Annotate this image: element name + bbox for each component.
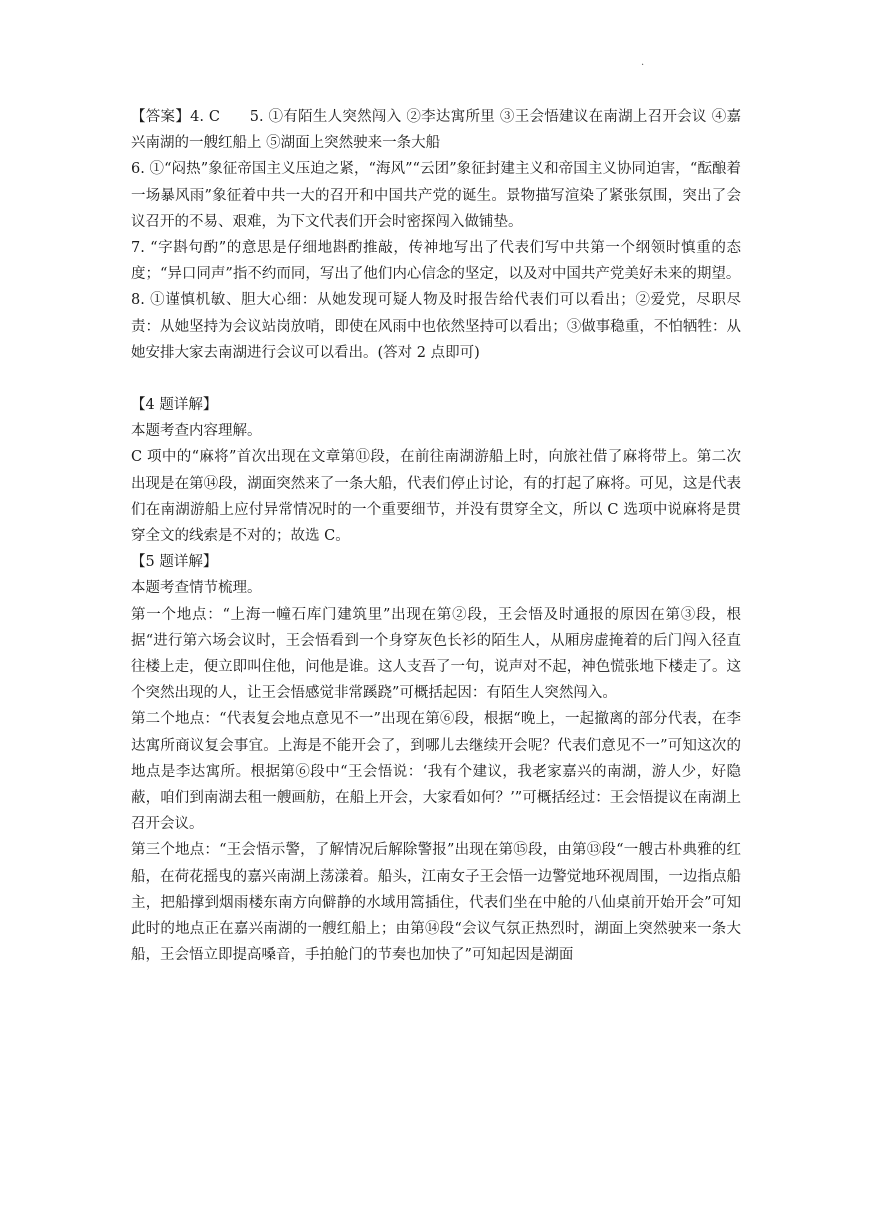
detail-4-intro: 本题考查内容理解。 [131, 423, 262, 440]
detail-4-body: C 项中的“麻将”首次出现在文章第⑪段，在前往南湖游船上时，向旅社借了麻将带上。第二次出现是在第⑭段，湖面突然来了一条大船，代表们停止讨论，有的打起了麻将。可见，这是代表们在南湖游船上应付异常情况时的一个重要细节，并没有贯穿全文，所以 C 选项中说麻将是贯穿全文的线索是不对的；故选 C。 [131, 449, 741, 545]
detail-5-place-1: 第一个地点：“上海一幢石库门建筑里”出现在第②段，王会悟及时通报的原因在第③段，根据“进行第六场会议时，王会悟看到一个身穿灰色长衫的陌生人，从厢房虚掩着的后门闯入径直往楼上走，便立即叫住他，问他是谁。这人支吾了一句，说声对不起，神色慌张地下楼走了。这个突然出现的人，让王会悟感觉非常蹊跷”可概括起因：有陌生人突然闯入。 [131, 606, 741, 702]
answer-line-4-5: 【答案】4. C 5. ①有陌生人突然闯入 ②李达寓所里 ③王会悟建议在南湖上召开会议 ④嘉兴南湖的一艘红船上 ⑤湖面上突然驶来一条大船 [131, 109, 741, 152]
document-body [131, 104, 741, 969]
answer-section [131, 104, 741, 366]
detail-5-place-2: 第二个地点：“代表复会地点意见不一”出现在第⑥段，根据“晚上，一起撤离的部分代表，在李达寓所商议复会事宜。上海是不能开会了，到哪儿去继续开会呢？代表们意见不一”可知这次的地点是李达寓所。根据第⑥段中“王会悟说：‘我有个建议，我老家嘉兴的南湖，游人少，好隐蔽，咱们到南湖去租一艘画舫，在船上开会，大家看如何？’”可概括经过：王会悟提议在南湖上召开会议。 [131, 711, 741, 833]
detail-4-heading: 【4 题详解】 [131, 397, 218, 414]
answer-question-8: 8. ①谨慎机敏、胆大心细：从她发现可疑人物及时报告给代表们可以看出；②爱党，尽职尽责：从她坚持为会议站岗放哨，即使在风雨中也依然坚持可以看出；③做事稳重，不怕牺牲：从她安排大家去南湖进行会议可以看出。(答对 2 点即可) [131, 292, 741, 361]
detail-5-intro: 本题考查情节梳理。 [131, 580, 262, 597]
detail-5-place-3: 第三个地点：“王会悟示警，了解情况后解除警报”出现在第⑮段，由第⑬段“一艘古朴典雅的红船，在荷花摇曳的嘉兴南湖上荡漾着。船头，江南女子王会悟一边警觉地环视周围，一边指点船主，把船撑到烟雨楼东南方向僻静的水域用篙插住，代表们坐在中舱的八仙桌前开始开会”可知此时的地点正在嘉兴南湖的一艘红船上；由第⑭段“会议气氛正热烈时，湖面上突然驶来一条大船，王会悟立即提高嗓音，手拍舱门的节奏也加快了”可知起因是湖面 [131, 842, 741, 964]
answer-question-7: 7. “字斟句酌”的意思是仔细地斟酌推敲，传神地写出了代表们写中共第一个纲领时慎重的态度；“异口同声”指不约而同，写出了他们内心信念的坚定，以及对中国共产党美好未来的期望。 [131, 240, 741, 283]
detail-section-5 [131, 549, 741, 968]
detail-5-heading: 【5 题详解】 [131, 554, 218, 571]
section-spacer [131, 366, 741, 392]
detail-section-4 [131, 392, 741, 549]
corner-mark: . [641, 57, 645, 68]
answer-question-6: 6. ①“闷热”象征帝国主义压迫之紧，“海风”“云团”象征封建主义和帝国主义协同迫害，“酝酿着一场暴风雨”象征着中共一大的召开和中国共产党的诞生。景物描写渲染了紧张氛围，突出了会议召开的不易、艰难，为下文代表们开会时密探闯入做铺垫。 [131, 161, 741, 230]
